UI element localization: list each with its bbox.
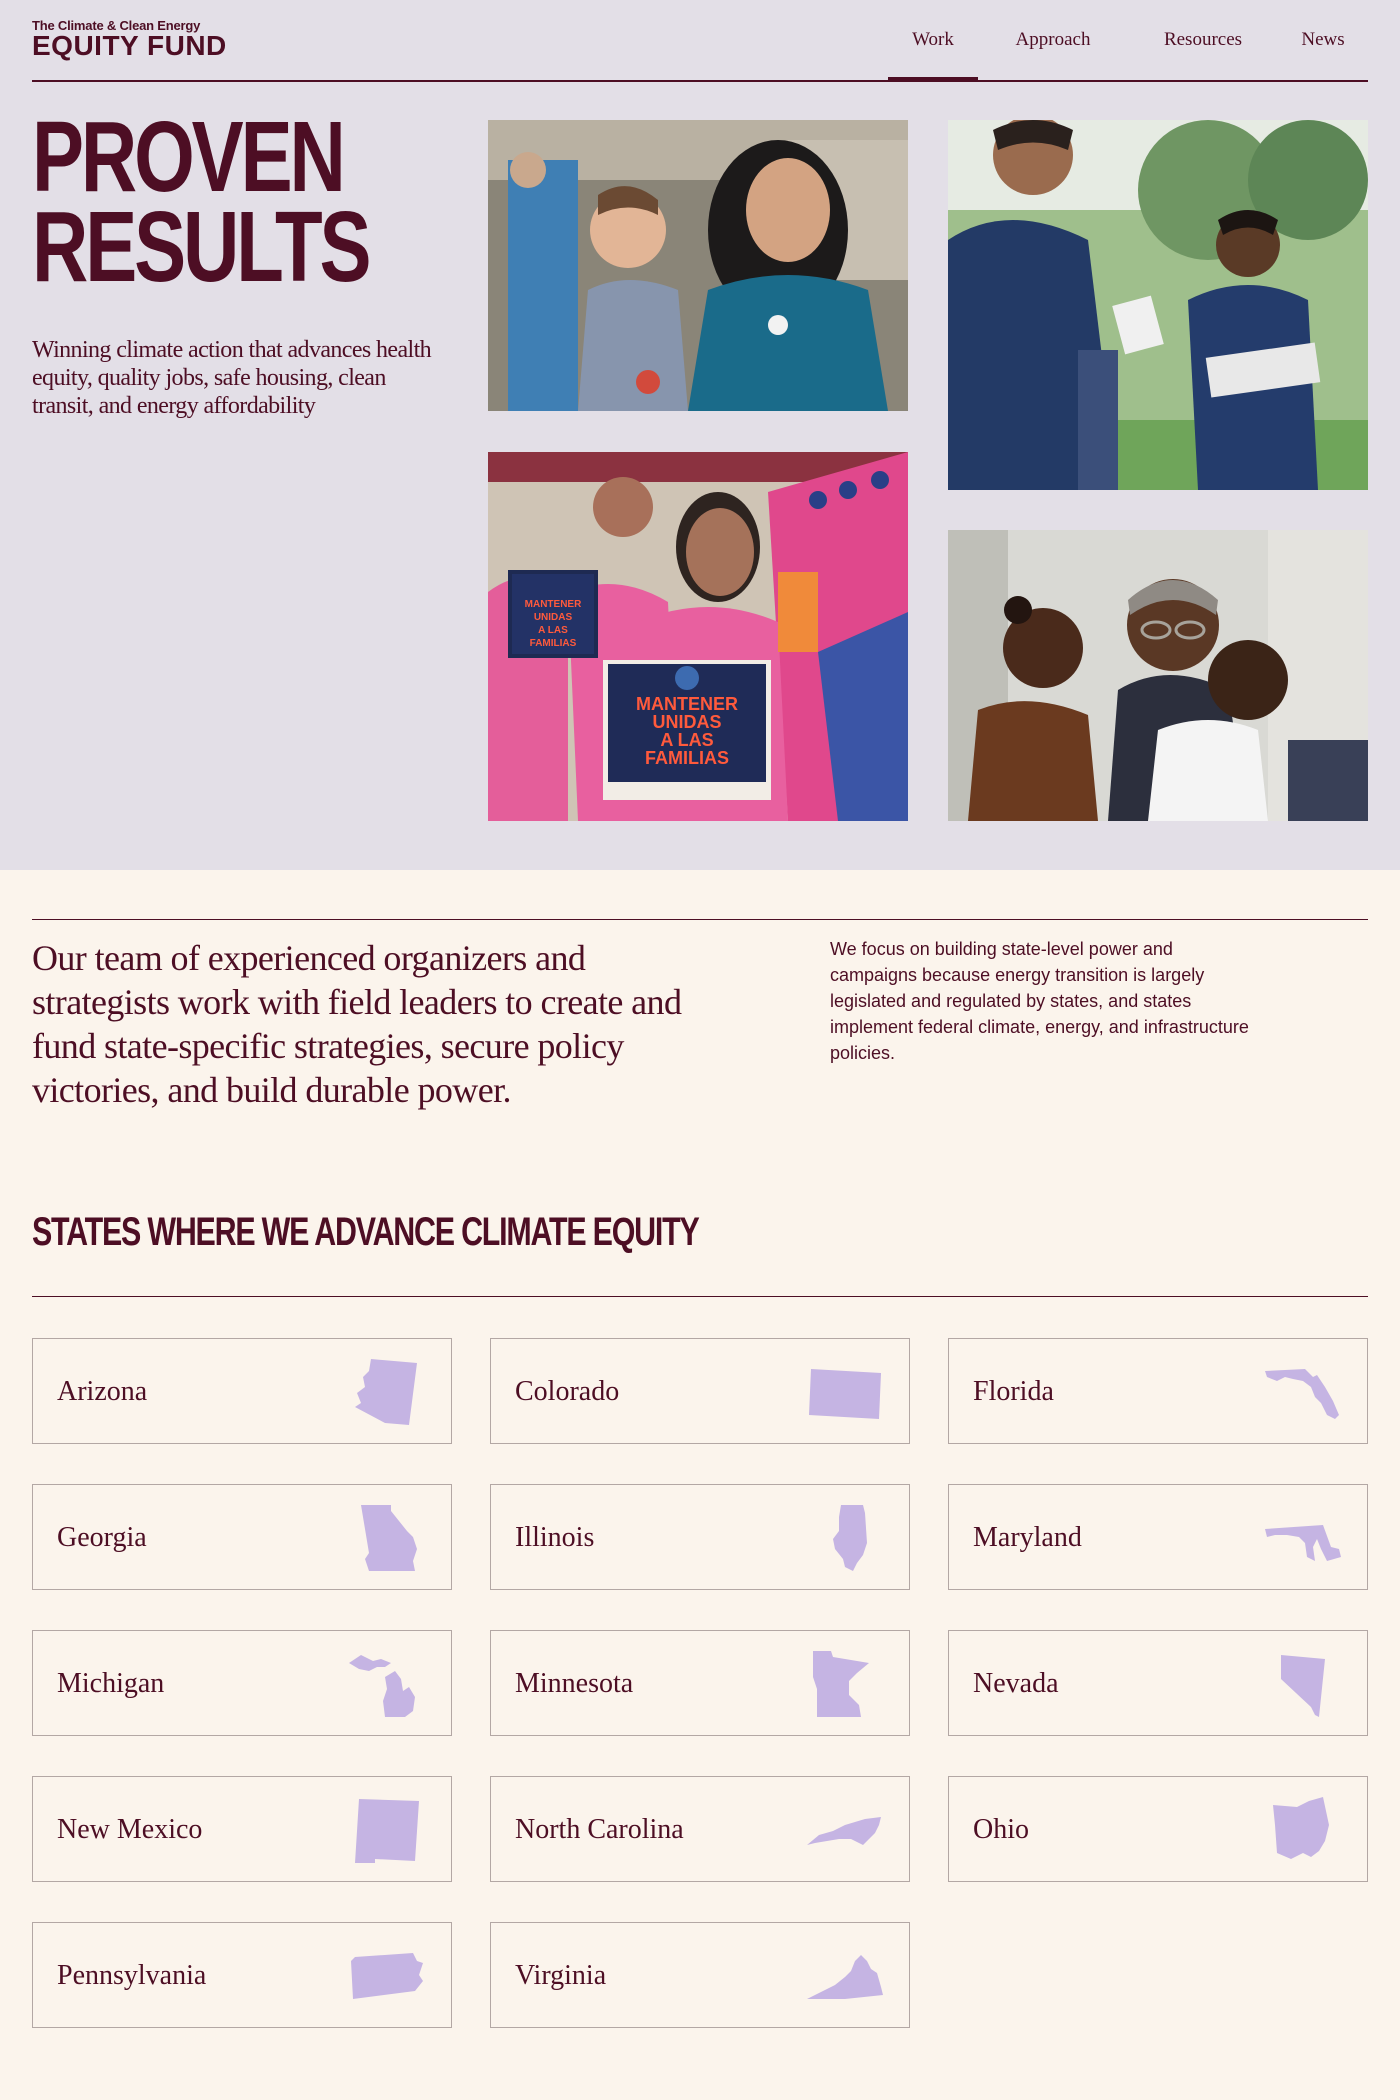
sign-line-4: FAMILIAS [645, 748, 729, 768]
state-name: Ohio [973, 1814, 1029, 1845]
sign-line-2: UNIDAS [652, 712, 722, 732]
illinois-icon [805, 1503, 885, 1573]
photo-grandmother-kids [948, 530, 1368, 821]
logo-wordmark[interactable]: EQUITY FUND [32, 30, 227, 61]
nav-news[interactable]: News [1301, 29, 1345, 50]
small-sign-text: MANTENER [524, 599, 582, 610]
florida-icon [1263, 1357, 1343, 1427]
state-name: Colorado [515, 1376, 620, 1407]
state-card-ohio[interactable] [948, 1776, 1368, 1882]
virginia-icon [805, 1941, 885, 2011]
state-name: New Mexico [57, 1814, 203, 1845]
north-carolina-icon [805, 1795, 885, 1865]
new-mexico-icon [347, 1795, 427, 1865]
sign-line-3: A LAS [660, 730, 714, 750]
state-name: Michigan [57, 1668, 165, 1699]
michigan-icon [347, 1649, 427, 1719]
title-line-2: RESULTS [32, 191, 369, 303]
nav-work[interactable]: Work [888, 0, 978, 80]
svg-text:UNIDAS: UNIDAS [533, 612, 573, 623]
state-name: Florida [973, 1376, 1054, 1407]
state-name: Minnesota [515, 1668, 634, 1699]
sign-line-1: MANTENER [636, 694, 738, 714]
pennsylvania-icon [347, 1941, 427, 2011]
maryland-icon [1263, 1503, 1343, 1573]
state-card-colorado[interactable] [490, 1338, 910, 1444]
nav-resources[interactable]: Resources [1163, 29, 1243, 50]
arizona-icon [347, 1357, 427, 1427]
state-name: North Carolina [515, 1814, 684, 1845]
title-line-1: PROVEN [32, 101, 343, 213]
state-name: Pennsylvania [57, 1960, 207, 1991]
state-card-minnesota[interactable] [490, 1630, 910, 1736]
hero-subtitle: Winning climate action that advances health equity, quality jobs, safe housing, clean transit, and energy affordability [32, 337, 432, 419]
state-name: Virginia [515, 1960, 607, 1991]
intro-lead: Our team of experienced organizers and strategists work with field leaders to create and fund state-specific strategies, secure policy victories, and build durable power. [32, 938, 682, 1110]
state-name: Illinois [515, 1522, 595, 1553]
main-nav [888, 0, 1368, 80]
nav-approach[interactable]: Approach [1015, 29, 1091, 50]
photo-canvassers [948, 120, 1368, 490]
photo-mother-and-baby [488, 120, 908, 411]
svg-text:A LAS: A LAS [538, 625, 568, 636]
photo-rally-signs [488, 452, 908, 821]
hero-section [0, 0, 1400, 870]
page-title [32, 101, 369, 303]
state-card-nevada[interactable] [948, 1630, 1368, 1736]
state-grid [32, 1338, 1368, 2028]
intro-divider [32, 919, 1368, 920]
states-heading: STATES WHERE WE ADVANCE CLIMATE EQUITY [32, 1210, 699, 1254]
state-name: Arizona [57, 1376, 148, 1407]
minnesota-icon [805, 1649, 885, 1719]
state-card-arizona[interactable] [32, 1338, 452, 1444]
logo-tagline[interactable]: The Climate & Clean Energy [32, 18, 201, 33]
state-card-pennsylvania[interactable] [32, 1922, 452, 2028]
state-card-maryland[interactable] [948, 1484, 1368, 1590]
site-header [32, 0, 1368, 82]
state-card-new-mexico[interactable] [32, 1776, 452, 1882]
state-card-michigan[interactable] [32, 1630, 452, 1736]
state-card-north-carolina[interactable] [490, 1776, 910, 1882]
intro-side-text: We focus on building state-level power and campaigns because energy transition is largely legislated and regulated by states, and states implement federal climate, energy, and infrastructure policies. [830, 939, 1249, 1063]
state-card-illinois[interactable] [490, 1484, 910, 1590]
state-name: Georgia [57, 1522, 147, 1553]
georgia-icon [347, 1503, 427, 1573]
state-card-florida[interactable] [948, 1338, 1368, 1444]
state-card-virginia[interactable] [490, 1922, 910, 2028]
state-card-georgia[interactable] [32, 1484, 452, 1590]
state-name: Maryland [973, 1522, 1082, 1553]
colorado-icon [805, 1357, 885, 1427]
nevada-icon [1263, 1649, 1343, 1719]
svg-text:FAMILIAS: FAMILIAS [529, 638, 577, 649]
ohio-icon [1263, 1795, 1343, 1865]
states-divider [32, 1296, 1368, 1297]
state-name: Nevada [973, 1668, 1059, 1699]
